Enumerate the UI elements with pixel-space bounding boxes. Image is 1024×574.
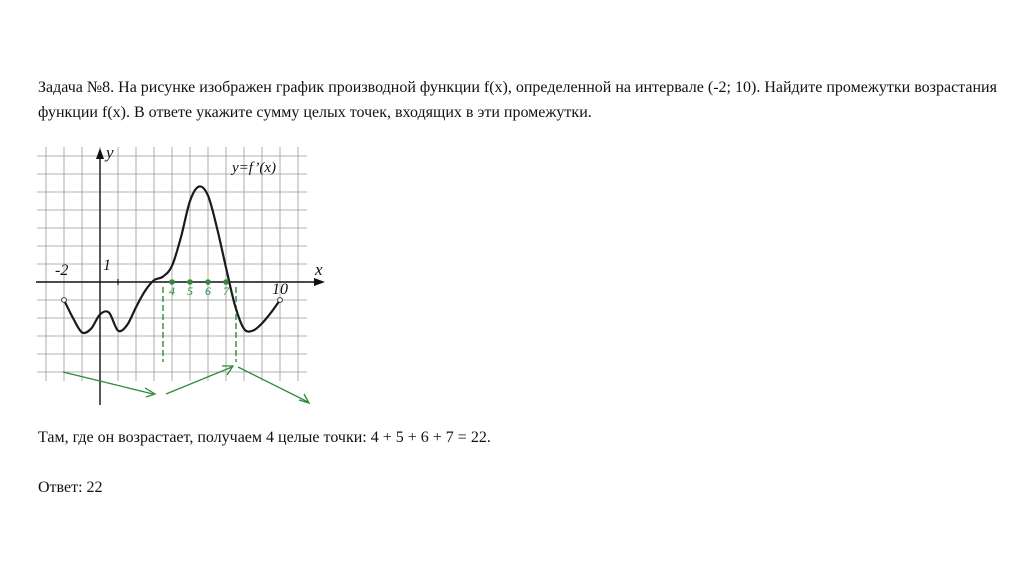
- y-axis-arrow: [96, 148, 104, 159]
- tick-1: 1: [103, 257, 111, 274]
- x-axis-arrow: [314, 278, 325, 286]
- decrease-arrow-left: [63, 372, 155, 397]
- integer-point-label: 6: [205, 284, 211, 298]
- open-endpoint-left: [62, 298, 67, 303]
- y-axis-label: y: [106, 143, 114, 162]
- integer-point-label: 5: [187, 284, 193, 298]
- increase-arrow: [166, 366, 233, 394]
- tick-minus-2: -2: [55, 262, 69, 279]
- open-endpoint-right: [278, 298, 283, 303]
- integer-point-label: 7: [223, 284, 229, 298]
- tick-10: 10: [272, 281, 288, 298]
- function-label: y=f’(x): [232, 160, 276, 176]
- solution-result: Там, где он возрастает, получаем 4 целые точки: 4 + 5 + 6 + 7 = 22.: [38, 429, 491, 446]
- problem-statement: Задача №8. На рисунке изображен график производной функции f(x), определенной на интервале (-2; 10). Найдите промежутки возрастания функции f(x). В ответе укажите сумму целых точек, входящих в эти промежутки.: [38, 79, 997, 121]
- x-axis-label: x: [315, 260, 323, 279]
- integer-point-label: 4: [169, 284, 175, 298]
- final-answer: Ответ: 22: [38, 479, 103, 496]
